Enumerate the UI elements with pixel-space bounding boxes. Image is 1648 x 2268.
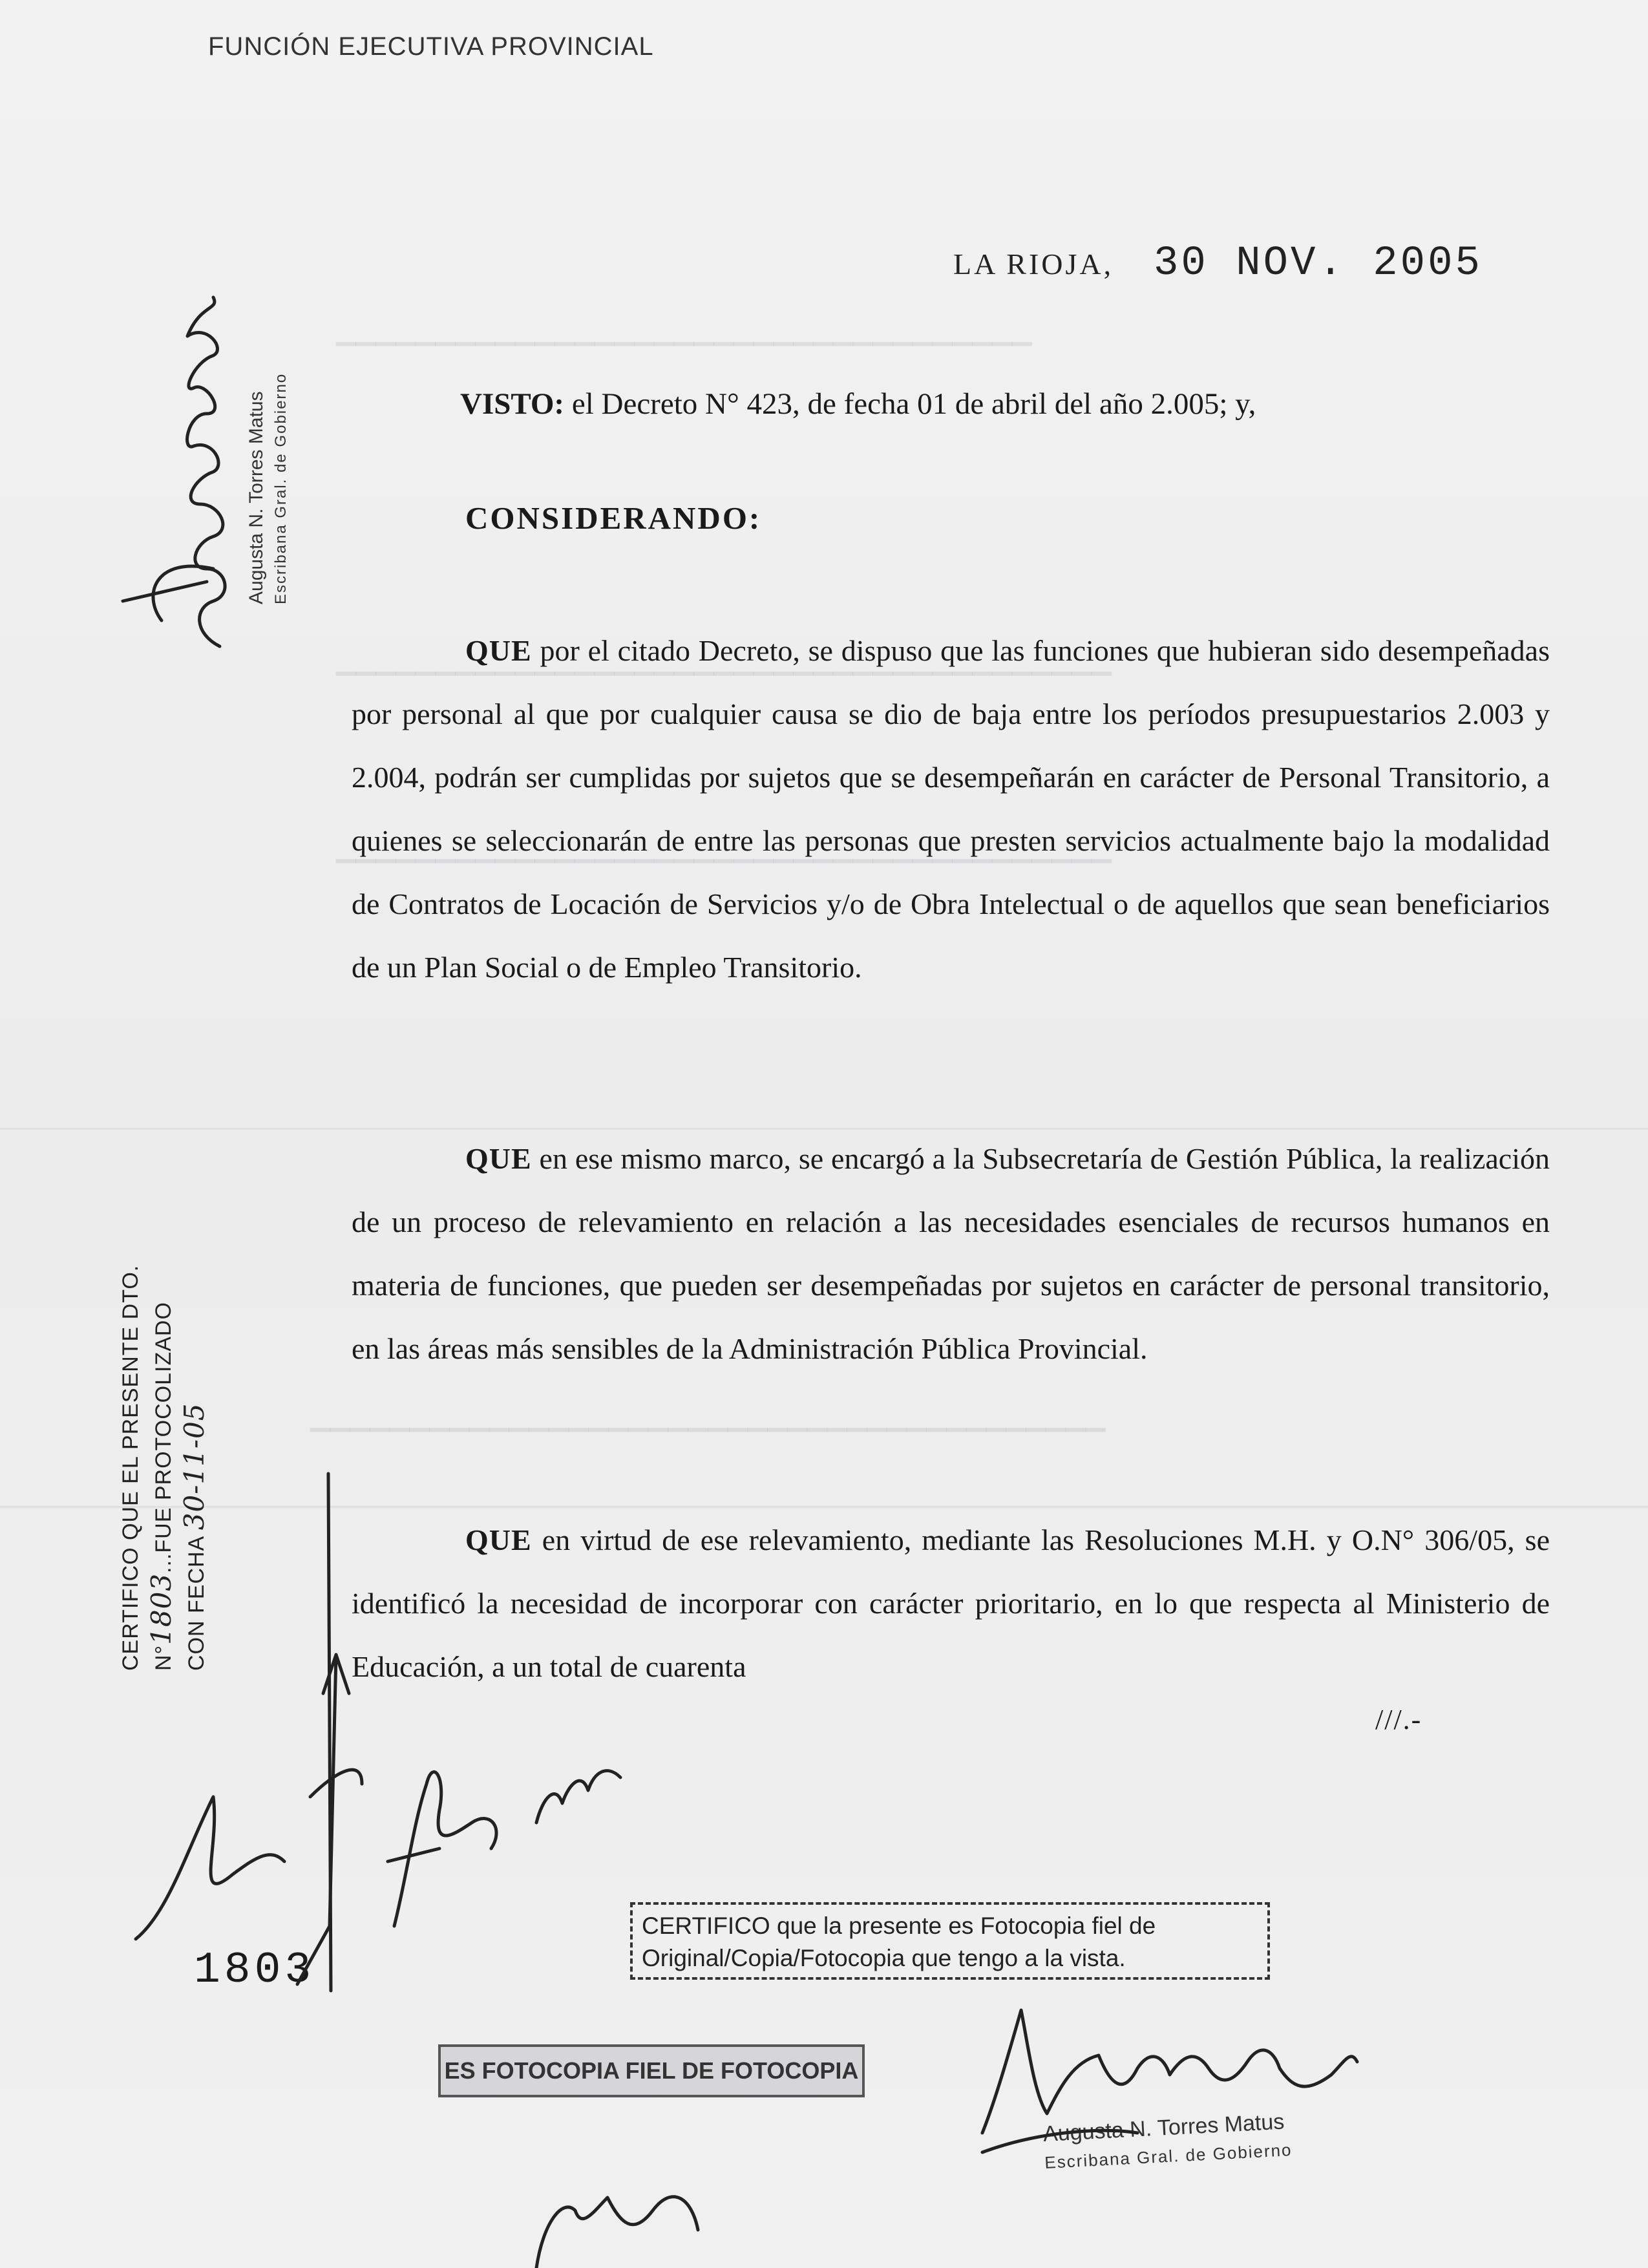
bleed-through-text: ▔▔▔▔▔▔▔▔▔▔▔▔▔▔▔▔▔▔▔▔▔▔▔▔▔▔▔▔▔▔▔▔▔▔▔: [336, 343, 1032, 372]
paragraph-lead: QUE: [465, 1523, 532, 1556]
bleed-through-text: ▔▔▔▔▔▔▔▔▔▔▔▔▔▔▔▔▔▔▔▔▔▔▔▔▔▔▔▔▔▔▔▔▔▔▔▔▔▔▔: [336, 860, 1112, 889]
left-signature-title: Escribana Gral. de Gobierno: [272, 372, 290, 604]
left-signature-scribble: [187, 297, 226, 646]
paragraph-text: en ese mismo marco, se encargó a la Subsecretaría de Gestión Pública, la realización de un proceso de relevamiento en relación a las necesidades esenciales de recursos humanos en materia de funciones, que pueden ser desempeñadas por sujetos en carácter de personal transitorio, en las áreas más sensibles de la Administración Pública Provincial.: [352, 1142, 1550, 1365]
left-signature-name: Augusta N. Torres Matus: [246, 391, 267, 604]
copy-certification-stamp: CERTIFICO que la presente es Fotocopia fiel de Original/Copia/Fotocopia que tengo a la vista.: [630, 1902, 1270, 1980]
continuation-mark: ///.-: [1375, 1704, 1422, 1735]
bottom-signature-scribble: [982, 2010, 1357, 2133]
certification-n-suffix: ...FUE PROTOCOLIZADO: [151, 1302, 176, 1573]
bottom-signature-underline: [982, 2130, 1137, 2152]
bottom-partial-signature: [536, 2197, 698, 2268]
bottom-signature-title: Escribana Gral. de Gobierno: [1044, 2139, 1293, 2172]
bottom-signature-name: Augusta N. Torres Matus: [1042, 2109, 1285, 2147]
lower-signature-4: [536, 1771, 620, 1823]
bleed-through-text: ▔▔▔▔▔▔▔▔▔▔▔▔▔▔▔▔▔▔▔▔▔▔▔▔▔▔▔▔▔▔▔▔▔▔▔▔▔▔▔: [336, 673, 1112, 702]
certification-n-label: N°: [151, 1644, 176, 1671]
considerando-heading: CONSIDERANDO:: [465, 500, 762, 536]
paragraph-lead: QUE: [465, 1142, 532, 1175]
paragraph-lead: QUE: [465, 634, 532, 667]
copy-of-copy-stamp: ES FOTOCOPIA FIEL DE FOTOCOPIA: [438, 2044, 865, 2097]
decree-number-stamp: 1803: [194, 1945, 315, 1995]
certification-date-label: CON FECHA: [184, 1536, 209, 1671]
certification-date: 30-11-05: [178, 1403, 210, 1531]
visto-text: el Decreto N° 423, de fecha 01 de abril del año 2.005; y,: [564, 387, 1256, 421]
paragraph-text: por el citado Decreto, se dispuso que las funciones que hubieran sido desempeñadas por personal al que por cualquier causa se dio de baja entre los períodos presupuestarios 2.003 y 2.004, podrán ser cumplidas por sujetos que se desempeñarán en carácter de Personal Transitorio, a quienes se seleccionarán de entre las personas que presten servicios actualmente bajo la modalidad de Contratos de Locación de Servicios y/o de Obra Intelectual o de aquellos que sean beneficiarios de un Plan Social o de Empleo Transitorio.: [352, 634, 1550, 984]
certification-line-1: CERTIFICO QUE EL PRESENTE DTO.: [118, 1264, 143, 1671]
date-place: LA RIOJA,: [953, 248, 1114, 281]
certification-number: 1803: [145, 1573, 177, 1645]
visto-label: VISTO:: [460, 387, 565, 421]
date-stamp: 30 NOV. 2005: [1154, 240, 1483, 287]
bleed-through-text: ▔▔▔▔▔▔▔▔▔▔▔▔▔▔▔▔▔▔▔▔▔▔▔▔▔▔▔▔▔▔▔▔▔▔▔▔▔▔▔▔: [310, 1429, 1106, 1458]
paragraph-text: en virtud de ese relevamiento, mediante las Resoluciones M.H. y O.N° 306/05, se identificó la necesidad de incorporar con carácter prioritario, en lo que respecta al Ministerio de Educación, a un total de cuarenta: [352, 1523, 1550, 1683]
document-header: FUNCIÓN EJECUTIVA PROVINCIAL: [208, 32, 654, 61]
lower-signature-3: [388, 1772, 496, 1926]
lower-signature-1: [136, 1797, 284, 1939]
